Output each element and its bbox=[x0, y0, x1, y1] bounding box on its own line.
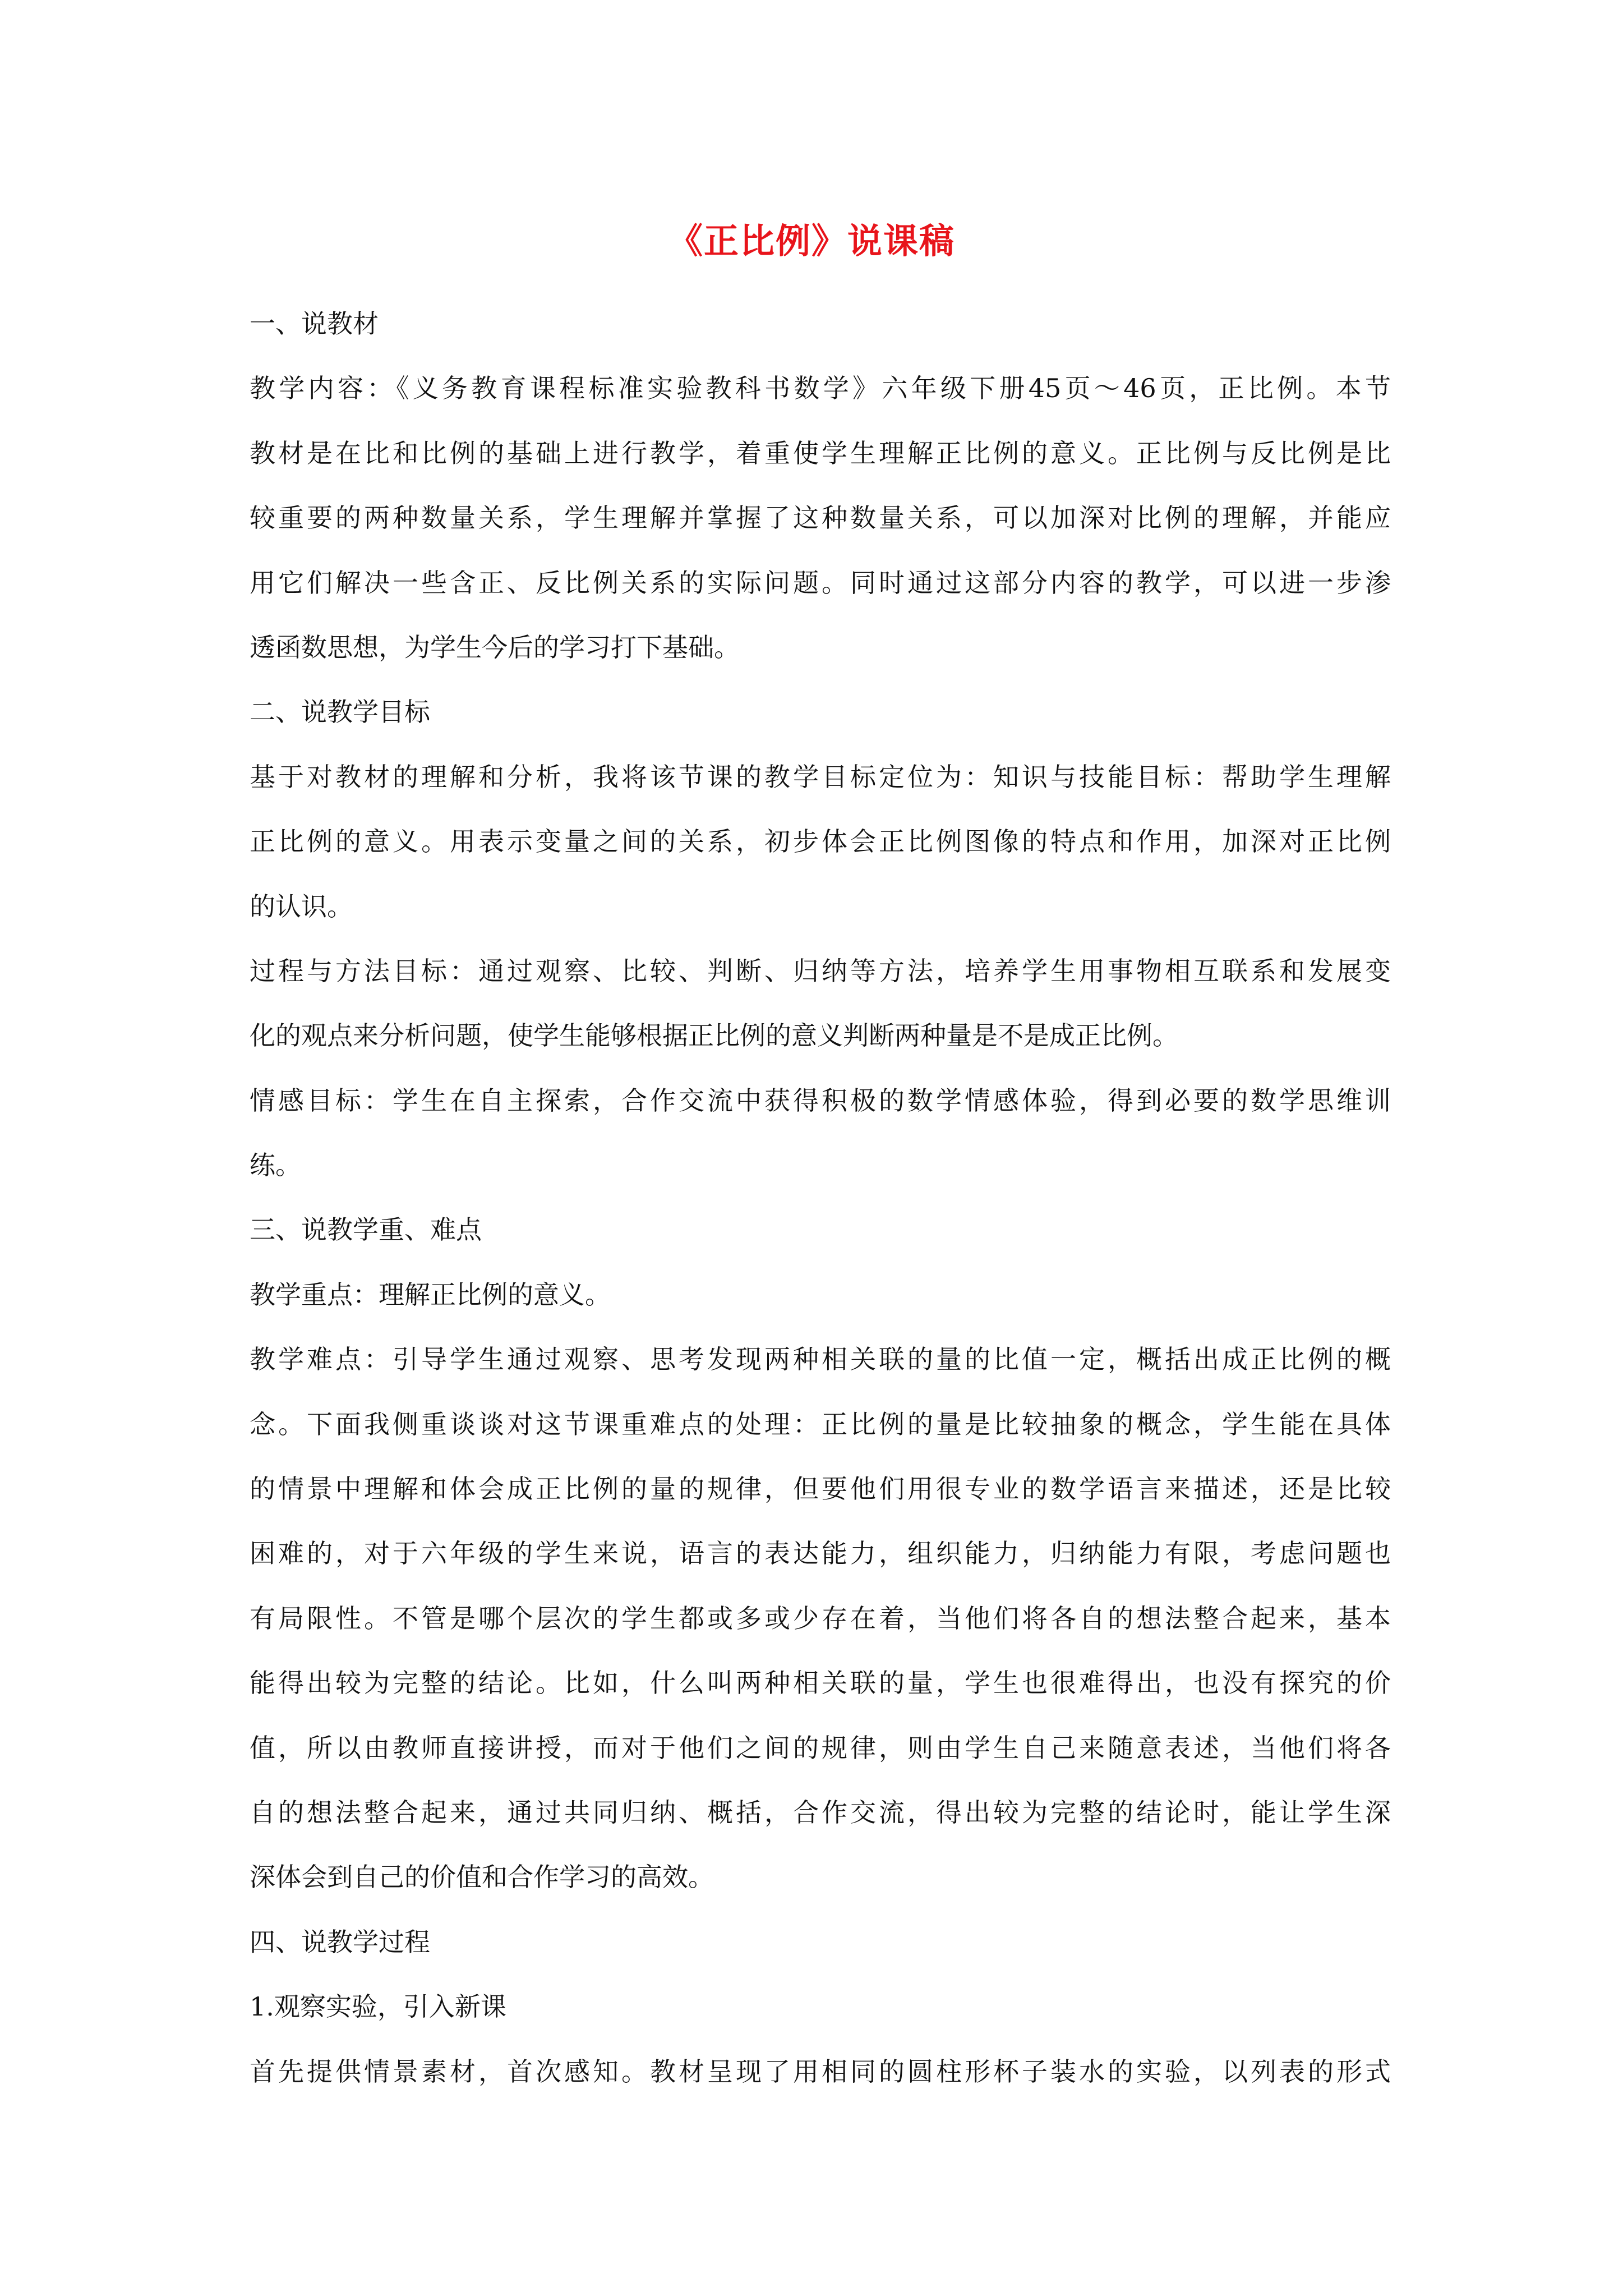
text-line: 自的想法整合起来，通过共同归纳、概括，合作交流，得出较为完整的结论时，能让学生深 bbox=[250, 1797, 1391, 1828]
text-line: 念。下面我侧重谈谈对这节课重难点的处理：正比例的量是比较抽象的概念，学生能在具体 bbox=[250, 1409, 1391, 1439]
text-line: 练。 bbox=[250, 1150, 301, 1181]
text-line: 二、说教学目标 bbox=[250, 697, 430, 728]
text-line: 透函数思想，为学生今后的学习打下基础。 bbox=[250, 632, 740, 662]
document-body bbox=[250, 292, 1391, 2104]
text-line: 用它们解决一些含正、反比例关系的实际问题。同时通过这部分内容的教学，可以进一步渗 bbox=[250, 567, 1391, 598]
text-line: 过程与方法目标：通过观察、比较、判断、归纳等方法，培养学生用事物相互联系和发展变 bbox=[250, 955, 1391, 986]
text-line: 深体会到自己的价值和合作学习的高效。 bbox=[250, 1862, 714, 1893]
text-line: 教材是在比和比例的基础上进行教学，着重使学生理解正比例的意义。正比例与反比例是比 bbox=[250, 438, 1391, 468]
text-line: 四、说教学过程 bbox=[250, 1926, 430, 1957]
text-line: 化的观点来分析问题，使学生能够根据正比例的意义判断两种量是不是成正比例。 bbox=[250, 1020, 1178, 1051]
text-line: 有局限性。不管是哪个层次的学生都或多或少存在着，当他们将各自的想法整合起来，基本 bbox=[250, 1603, 1391, 1634]
text-line: 教学内容：《义务教育课程标准实验教科书数学》六年级下册45页～46页，正比例。本节 bbox=[250, 373, 1391, 404]
document-title: 《正比例》说课稿 bbox=[667, 220, 955, 261]
text-line: 能得出较为完整的结论。比如，什么叫两种相关联的量，学生也很难得出，也没有探究的价 bbox=[250, 1668, 1391, 1699]
text-line: 值，所以由教师直接讲授，而对于他们之间的规律，则由学生自己来随意表述，当他们将各 bbox=[250, 1732, 1391, 1763]
text-line: 1.观察实验，引入新课 bbox=[250, 1991, 506, 2022]
text-line: 的情景中理解和体会成正比例的量的规律，但要他们用很专业的数学语言来描述，还是比较 bbox=[250, 1474, 1391, 1504]
text-line: 的认识。 bbox=[250, 891, 353, 922]
text-line: 教学难点：引导学生通过观察、思考发现两种相关联的量的比值一定，概括出成正比例的概 bbox=[250, 1344, 1391, 1375]
text-line: 正比例的意义。用表示变量之间的关系，初步体会正比例图像的特点和作用，加深对正比例 bbox=[250, 826, 1391, 857]
text-line: 首先提供情景素材，首次感知。教材呈现了用相同的圆柱形杯子装水的实验，以列表的形式 bbox=[250, 2056, 1391, 2087]
text-line: 一、说教材 bbox=[250, 309, 379, 339]
text-line: 三、说教学重、难点 bbox=[250, 1214, 482, 1245]
text-line: 较重要的两种数量关系，学生理解并掌握了这种数量关系，可以加深对比例的理解，并能应 bbox=[250, 503, 1391, 533]
text-line: 教学重点：理解正比例的意义。 bbox=[250, 1279, 611, 1310]
text-line: 情感目标：学生在自主探索，合作交流中获得积极的数学情感体验，得到必要的数学思维训 bbox=[250, 1085, 1391, 1116]
text-line: 基于对教材的理解和分析，我将该节课的教学目标定位为：知识与技能目标：帮助学生理解 bbox=[250, 761, 1391, 792]
text-line: 困难的，对于六年级的学生来说，语言的表达能力，组织能力，归纳能力有限，考虑问题也 bbox=[250, 1538, 1391, 1569]
